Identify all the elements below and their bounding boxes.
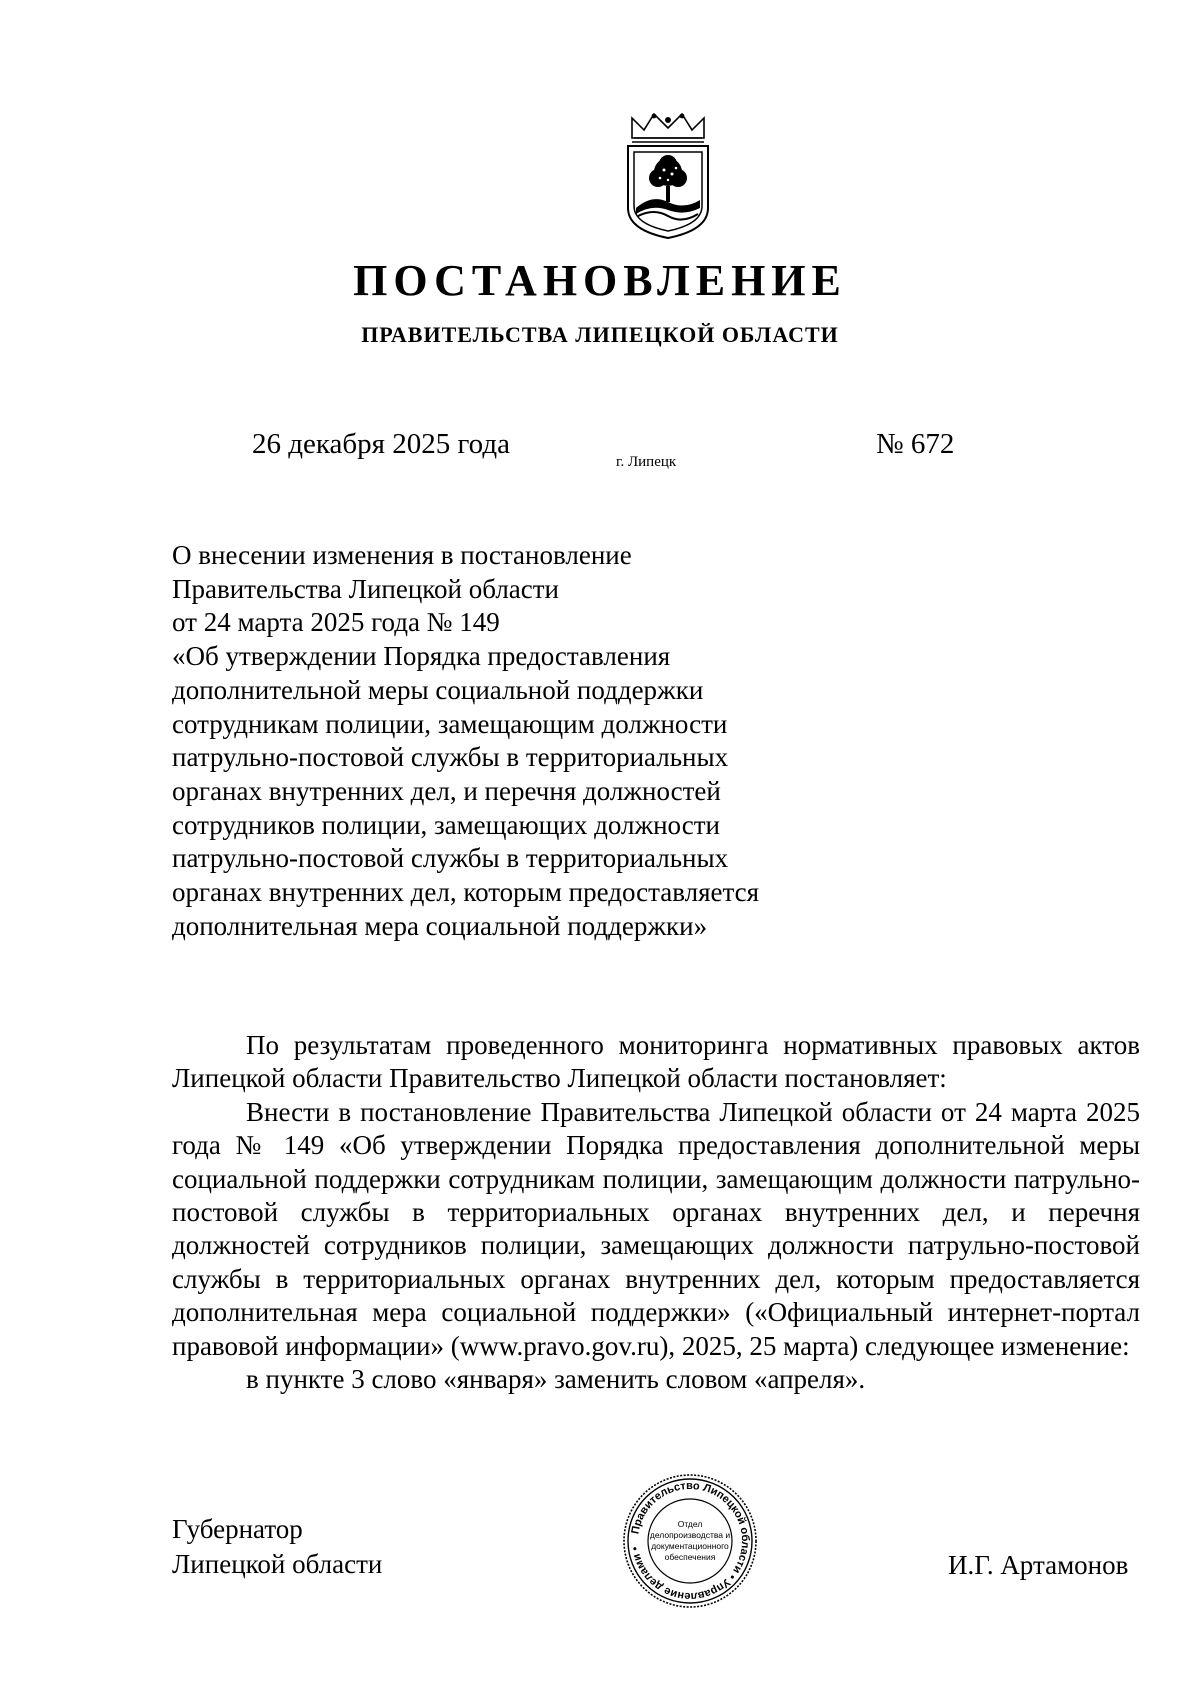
document-date: 26 декабря 2025 года	[252, 428, 510, 460]
signatory-position-line: Липецкой области	[172, 1549, 383, 1579]
heading-line: органах внутренних дел, которым предоставляется	[172, 877, 760, 908]
document-title: ПОСТАНОВЛЕНИЕ	[353, 256, 847, 305]
heading-line: Правительства Липецкой области	[172, 573, 560, 604]
svg-text:обеспечения: обеспечения	[664, 1552, 716, 1562]
heading-line: сотрудникам полиции, замещающим должности	[172, 708, 728, 739]
heading-line: «Об утверждении Порядка предоставления	[172, 641, 671, 672]
document-number: № 672	[876, 428, 955, 460]
heading-line: органах внутренних дел, и перечня должностей	[172, 775, 721, 806]
body-paragraph-resolution: Внести в постановление Правительства Липецкой области от 24 марта 2025 года № 149 «Об утверждении Порядка предоставления дополнительной меры социальной поддержки сотрудникам полиции, замещающим должности патрульно-постовой службы в территориальных органах внутренних дел, и перечня должностей сотрудников полиции, замещающих должности патрульно-постовой службы в территориальных органах внутренних дел, которым предоставляется дополнительная мера социальной поддержки» («Официальный интернет-портал правовой информации» (www.pravo.gov.ru), 2025, 25 марта) следующее изменение:	[172, 1096, 1140, 1361]
heading-line: О внесении изменения в постановление	[172, 540, 632, 570]
official-seal-icon	[620, 1471, 760, 1611]
signatory-name: И.Г. Артамонов	[948, 1550, 1129, 1580]
coat-of-arms-icon	[624, 112, 712, 240]
heading-line: патрульно-постовой службы в территориальных	[172, 742, 729, 773]
heading-line: дополнительная мера социальной поддержки»	[172, 910, 708, 941]
heading-line: от 24 марта 2025 года № 149	[172, 607, 500, 638]
svg-text:документационного: документационного	[651, 1541, 729, 1551]
document-body	[172, 1029, 1140, 1396]
document-heading	[172, 539, 872, 943]
body-paragraph-preamble: По результатам проведенного мониторинга нормативных правовых актов Липецкой области Правительство Липецкой области постановляет:	[172, 1030, 1140, 1094]
body-paragraph-change: в пункте 3 слово «января» заменить словом «апреля».	[246, 1364, 866, 1395]
document-place: г. Липецк	[616, 454, 677, 470]
document-issuer: ПРАВИТЕЛЬСТВА ЛИПЕЦКОЙ ОБЛАСТИ	[361, 322, 839, 347]
signatory-position	[172, 1512, 382, 1582]
signatory-position-line: Губернатор	[172, 1514, 303, 1544]
heading-line: сотрудников полиции, замещающих должности	[172, 809, 720, 840]
svg-text:Отдел: Отдел	[677, 1519, 703, 1529]
svg-text:делопроизводства и: делопроизводства и	[649, 1530, 731, 1540]
svg-text:Правительство Липецкой области: Правительство Липецкой области • Управление делами •	[629, 1479, 752, 1603]
heading-line: дополнительной меры социальной поддержки	[172, 674, 704, 705]
heading-line: патрульно-постовой службы в территориальных	[172, 843, 729, 874]
